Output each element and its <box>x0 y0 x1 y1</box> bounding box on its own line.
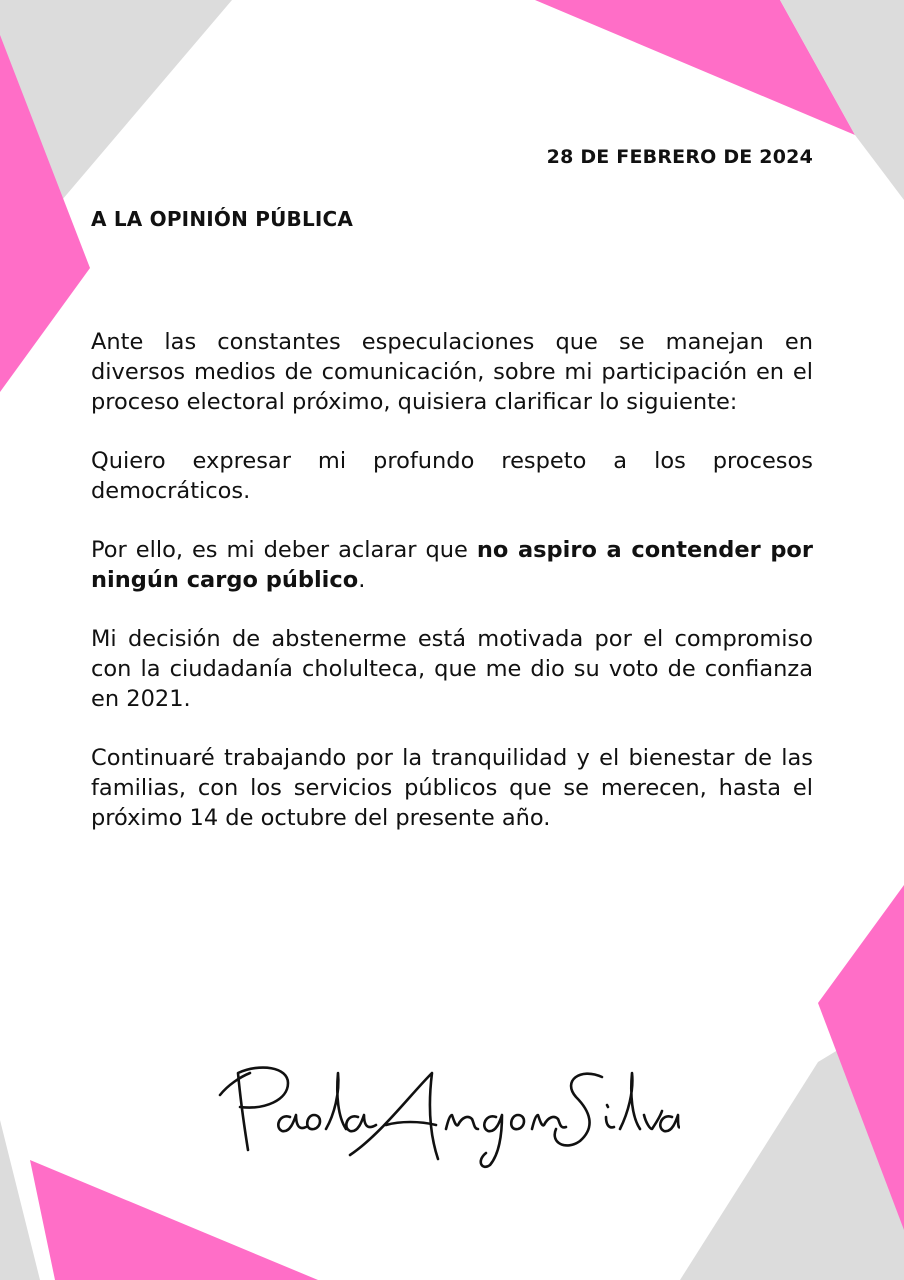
bottom-left-pink-shape <box>30 1160 318 1280</box>
bottom-left-gray-shape <box>0 1120 40 1280</box>
paragraph-motivation: Mi decisión de abstenerme está motivada por el compromiso con la ciudadanía cholulteca, que me dio su voto de confianza en 2021. <box>91 626 813 712</box>
letter-body <box>91 327 813 862</box>
paragraph-respect: Quiero expresar mi profundo respeto a los procesos democráticos. <box>91 448 813 504</box>
declaration-lead: Por ello, es mi deber aclarar que <box>91 537 477 563</box>
paragraph-declaration <box>91 535 813 595</box>
paragraph-speculations: Ante las constantes especulaciones que se manejan en diversos medios de comunicación, sobre mi participación en el proceso electoral próximo, quisiera clarificar lo siguiente: <box>91 329 813 415</box>
declaration-highlight: no aspiro a contender por ningún cargo público <box>91 537 813 593</box>
letter-date: 28 DE FEBRERO DE 2024 <box>546 146 813 168</box>
declaration-end: . <box>358 567 366 593</box>
letter-addressee: A LA OPINIÓN PÚBLICA <box>91 207 354 231</box>
paragraph-continuation: Continuaré trabajando por la tranquilidad y el bienestar de las familias, con los servicios públicos que se merecen, hasta el próximo 14 de octubre del presente año. <box>91 745 813 831</box>
handwritten-signature <box>210 1055 680 1175</box>
